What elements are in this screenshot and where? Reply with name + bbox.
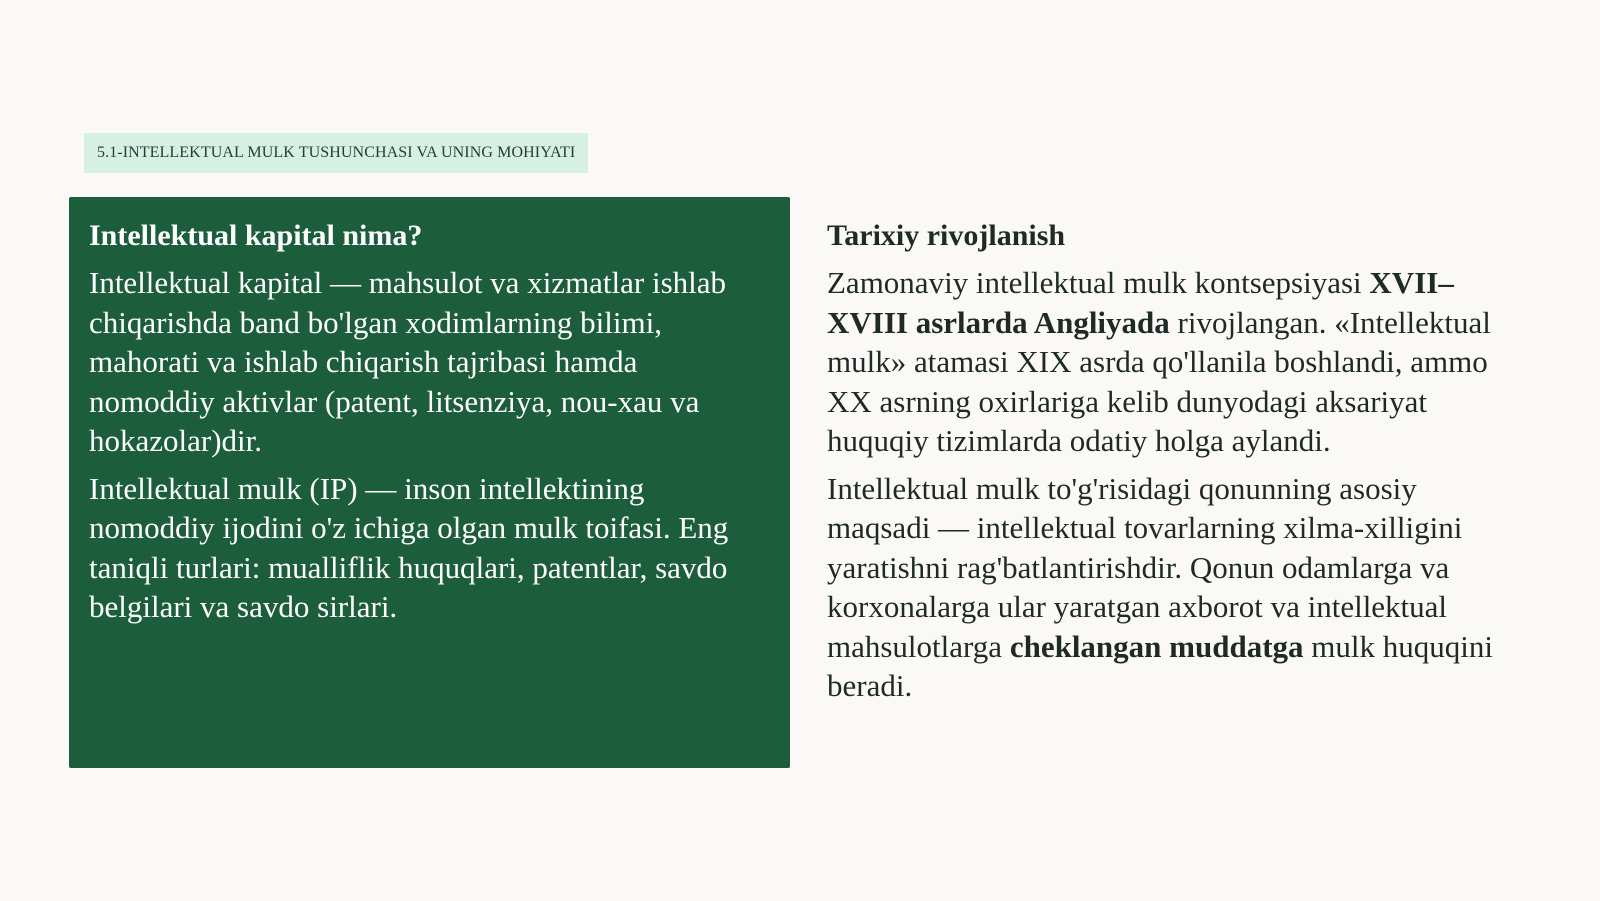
- law-purpose-paragraph: [827, 469, 1507, 706]
- intellectual-property-paragraph: Intellektual mulk (IP) — inson intellektining nomoddiy ijodini o'z ichiga olgan mulk toifasi. Eng taniqli turlari: mualliflik huquqlari, patentlar, savdo belgilari va savdo sirlari.: [89, 470, 729, 624]
- law-purpose-emphasis: cheklangan muddatga: [1009, 628, 1304, 664]
- history-paragraph: [827, 263, 1507, 461]
- history-emphasis: XVII–XVIII asrlarda Angliyada: [827, 265, 1454, 340]
- law-purpose-text-start: Intellektual mulk to'g'risidagi qonunning asosiy maqsadi — intellektual tovarlarning xilma-xilligini yaratishni rag'batlantirishdir. Qonun odamlarga va korxonalarga ular yaratgan axborot va intellektual mahsulotlarga: [827, 470, 1463, 664]
- law-purpose-text-end: mulk huquqini beradi.: [827, 628, 1493, 703]
- history-heading: Tarixiy rivojlanish: [827, 219, 1066, 252]
- intellectual-capital-paragraph: Intellektual kapital — mahsulot va xizmatlar ishlab chiqarishda band bo'lgan xodimlarning bilimi, mahorati va ishlab chiqarish tajribasi hamda nomoddiy aktivlar (patent, litsenziya, nou-xau va hokazolar)dir.: [89, 265, 727, 458]
- history-text-start: Zamonaviy intellektual mulk kontsepsiyasi: [827, 265, 1370, 300]
- definition-card-heading: Intellektual kapital nima?: [89, 219, 423, 252]
- history-text-end: rivojlangan. «Intellektual mulk» atamasi XIX asrda qo'llanila boshlandi, ammo XX asrning oxirlariga kelib dunyodagi aksariyat huquqiy tizimlarda odatiy holga aylandi.: [827, 304, 1491, 458]
- section-tag: 5.1-INTELLEKTUAL MULK TUSHUNCHASI VA UNING MOHIYATI: [84, 133, 588, 173]
- history-column: [827, 197, 1507, 714]
- definition-card: [69, 197, 790, 768]
